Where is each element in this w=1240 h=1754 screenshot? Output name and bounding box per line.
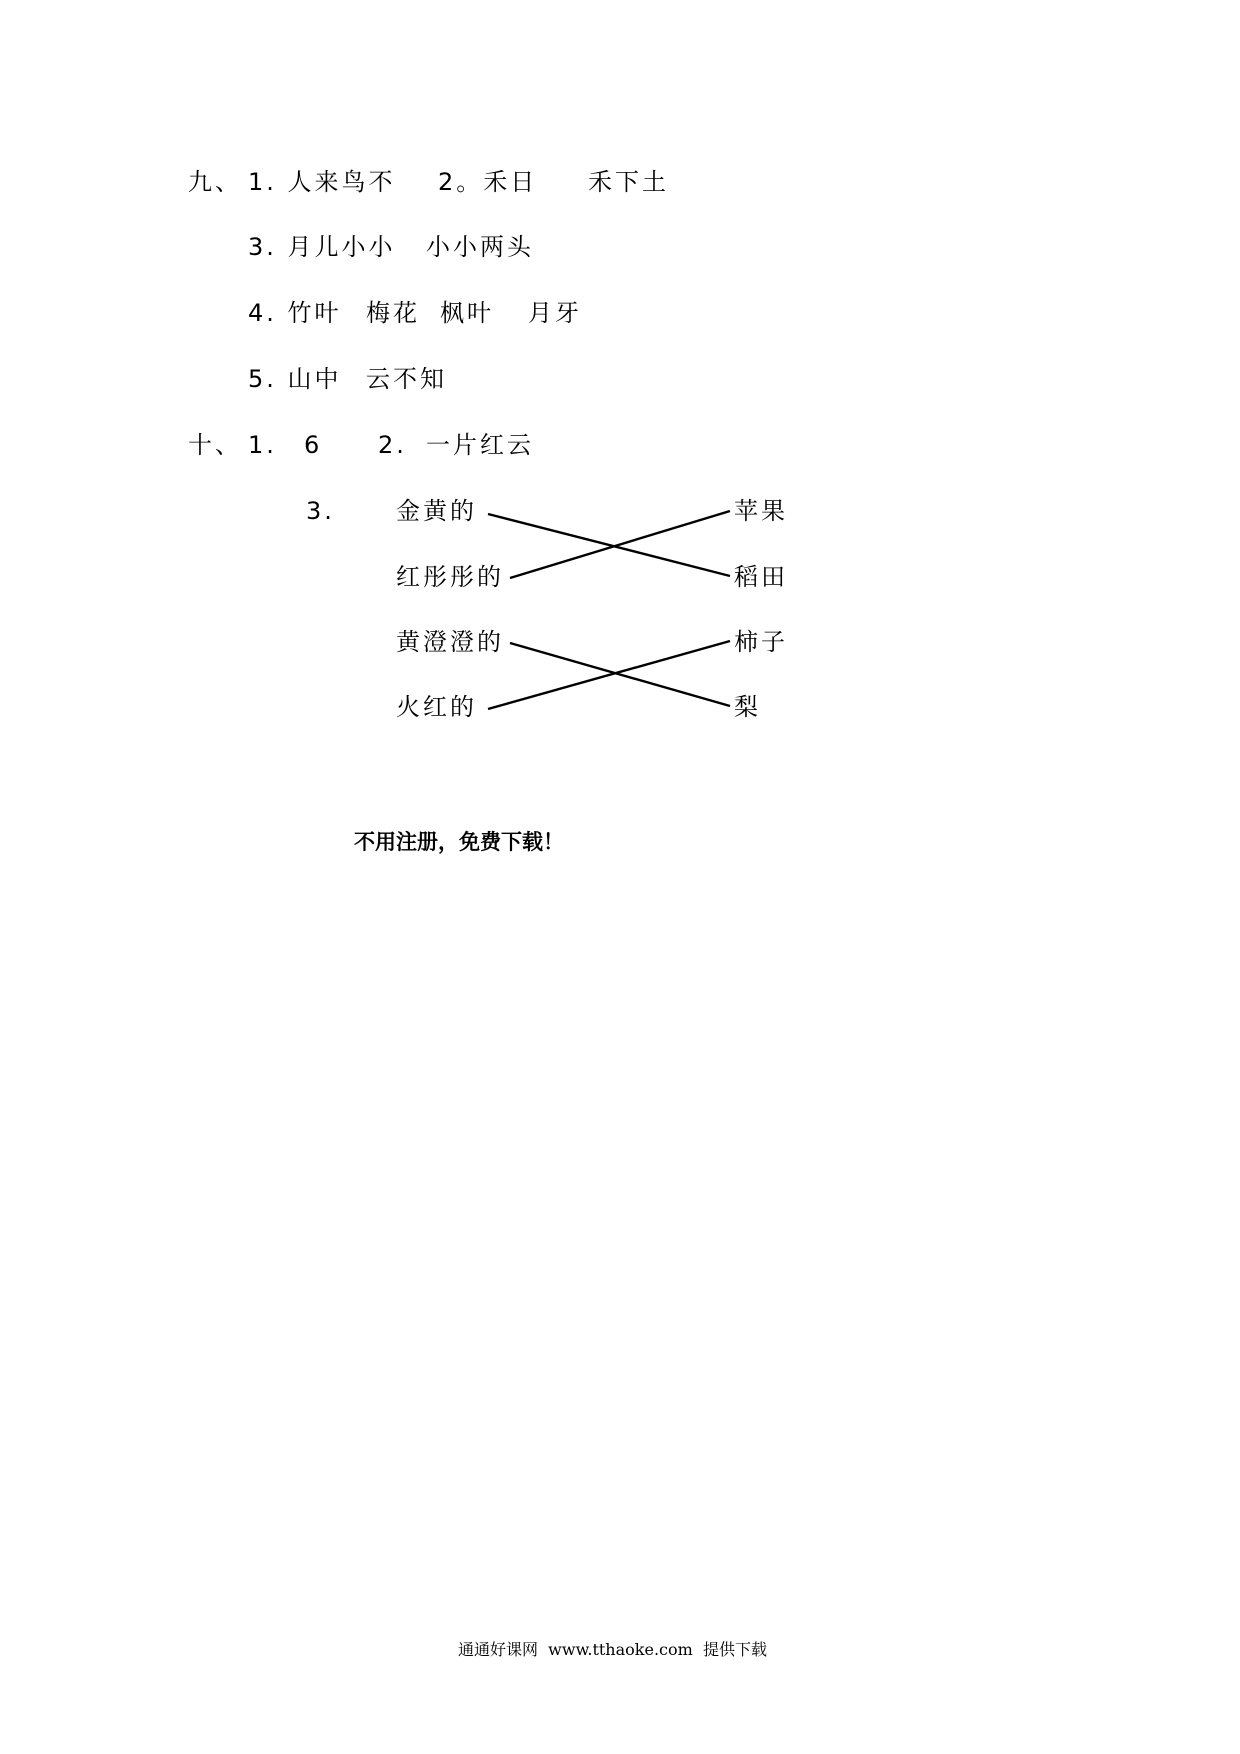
section10-q2-number: 2.: [378, 431, 407, 459]
match-left-item: 红彤彤的: [396, 563, 504, 591]
match-right-item: 苹果: [734, 497, 788, 525]
section10-q2-answer: 一片红云: [426, 431, 534, 459]
section9-q2: 2。禾日: [438, 168, 538, 196]
section9-q4: 4. 竹叶: [248, 299, 342, 327]
section9-label: 九、: [188, 168, 242, 196]
section10-q3-number: 3.: [306, 497, 335, 525]
match-right-item: 稻田: [734, 563, 788, 591]
section9-q1: 1. 人来鸟不: [248, 168, 396, 196]
footer-text: 通通好课网 www.tthaoke.com 提供下载: [458, 1640, 767, 1659]
match-line: [510, 643, 730, 706]
section10-label: 十、: [188, 431, 242, 459]
match-right-item: 柿子: [734, 628, 788, 656]
section9-q3: 3. 月儿小小: [248, 233, 396, 261]
section9-q5-second: 云不知: [366, 365, 447, 393]
section9-q5: 5. 山中: [248, 365, 342, 393]
section10-q1-number: 1.: [248, 431, 277, 459]
section9-q4-fourth: 月牙: [528, 299, 582, 327]
match-left-item: 火红的: [396, 693, 477, 721]
match-line: [488, 641, 730, 709]
section9-q3-second: 小小两头: [426, 233, 534, 261]
section9-q2-second: 禾下土: [588, 168, 669, 196]
promo-text: 不用注册，免费下载！: [354, 830, 564, 854]
section9-q4-third: 枫叶: [440, 299, 494, 327]
section9-q4-second: 梅花: [366, 299, 420, 327]
section10-q1-answer: 6: [304, 431, 323, 459]
match-right-item: 梨: [734, 693, 761, 721]
match-left-item: 金黄的: [396, 497, 477, 525]
match-left-item: 黄澄澄的: [396, 628, 504, 656]
